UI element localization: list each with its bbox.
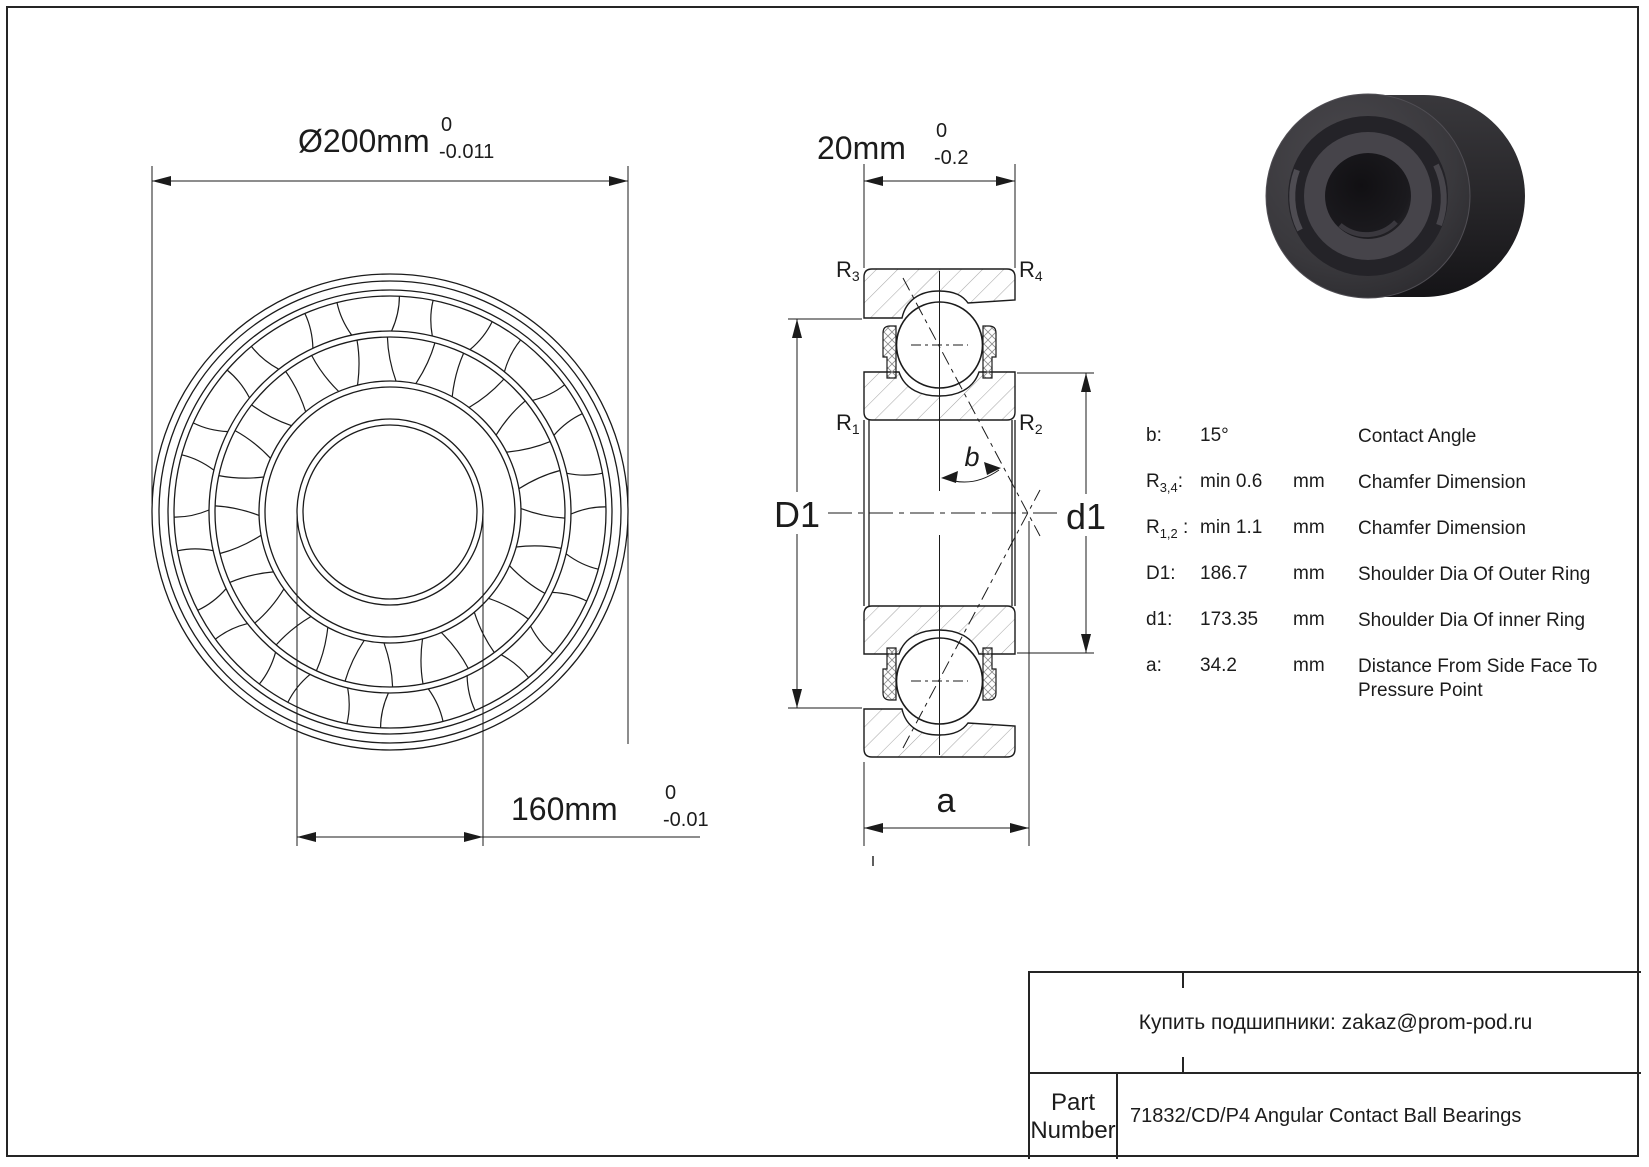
chamfer-label-r1: R1 — [836, 410, 860, 437]
chamfer-label-r4: R4 — [1019, 257, 1043, 284]
spec-label: D1: — [1146, 563, 1176, 584]
bearing-3d-render — [1266, 94, 1525, 298]
spec-label: d1: — [1146, 609, 1173, 630]
a-arrow-right — [1010, 823, 1029, 833]
od-dimension-label: Ø200mm — [298, 123, 430, 159]
cage-section-lower-left — [883, 648, 896, 700]
a-arrow-left — [864, 823, 883, 833]
d1-inner-arrow-bottom — [1081, 634, 1091, 653]
part-number-value: 71832/CD/P4 Angular Contact Ball Bearings — [1130, 1105, 1522, 1127]
spec-value: min 0.6 — [1200, 471, 1263, 492]
title-block — [1028, 971, 1641, 1159]
shoulder-inner-label: d1 — [1065, 496, 1107, 537]
spec-description: Shoulder Dia Of inner Ring — [1358, 610, 1586, 631]
spec-description: Shoulder Dia Of Outer Ring — [1358, 564, 1591, 585]
chamfer-label-r2: R2 — [1019, 410, 1043, 437]
spec-unit: mm — [1293, 517, 1325, 538]
cage-inner-circle — [215, 337, 565, 687]
width-arrow-left — [864, 176, 883, 186]
bearing-3d-bore — [1325, 153, 1411, 239]
spec-label: $R_{1,2}$ : — [1146, 517, 1189, 541]
spec-unit: mm — [1293, 563, 1325, 584]
spec-label: b: — [1146, 425, 1162, 446]
bore-arrow-left — [297, 832, 316, 842]
front-view-dimension-text — [298, 114, 709, 831]
spec-value: 186.7 — [1200, 563, 1248, 584]
d1-outer-arrow-bottom — [792, 689, 802, 708]
bore-dimension-label: 160mm — [511, 791, 618, 827]
spec-description: Chamfer Dimension — [1358, 472, 1526, 493]
d1-inner-arrow-top — [1081, 373, 1091, 392]
spec-value: 173.35 — [1200, 609, 1259, 630]
bore-tolerance-upper: 0 — [665, 782, 677, 804]
outer-chamfer-circle — [159, 281, 621, 743]
od-tolerance-upper: 0 — [441, 114, 453, 136]
spec-description: Chamfer Dimension — [1358, 518, 1526, 539]
contact-info: Купить подшипники: zakaz@prom-pod.ru — [1138, 1010, 1533, 1034]
cage-section-upper-right — [983, 326, 996, 378]
bore-chamfer-circle — [303, 425, 477, 599]
spec-description: Distance From Side Face To Pressure Point — [1358, 656, 1598, 701]
od-arrow-right — [609, 176, 628, 186]
width-arrow-right — [996, 176, 1015, 186]
spec-value: 15° — [1200, 425, 1229, 446]
spec-value: min 1.1 — [1200, 517, 1263, 538]
bore-circle — [297, 419, 483, 605]
cage-outer-circle — [209, 331, 571, 693]
b-arrow-right — [984, 462, 1001, 475]
shoulder-outer-label: D1 — [773, 494, 821, 535]
spec-unit: mm — [1293, 609, 1325, 630]
spec-label: a: — [1146, 655, 1162, 676]
width-dimension-label: 20mm — [817, 130, 906, 166]
part-number-label: Part Number — [1030, 1088, 1116, 1144]
cage-section-lower-right — [983, 648, 996, 700]
cage-pocket-bridges — [174, 296, 606, 728]
od-tolerance-lower: -0.011 — [439, 141, 495, 163]
outer-diameter-circle — [152, 274, 628, 750]
spec-unit: mm — [1293, 655, 1325, 676]
width-tolerance-lower: -0.2 — [934, 147, 969, 169]
inner-ring-land-circle — [259, 381, 521, 643]
bore-arrow-right — [464, 832, 483, 842]
section-view — [828, 269, 1062, 866]
width-tolerance-upper: 0 — [936, 120, 948, 142]
spec-unit: mm — [1293, 471, 1325, 492]
b-arrow-left — [941, 471, 958, 483]
cage-pocket-curves — [174, 296, 606, 728]
od-arrow-left — [152, 176, 171, 186]
front-view-dimensions — [152, 166, 700, 846]
chamfer-label-r3: R3 — [836, 257, 860, 284]
spec-description: Contact Angle — [1358, 426, 1477, 447]
front-view-rings — [152, 274, 628, 750]
spec-label: $R_{3,4}$: — [1146, 471, 1183, 495]
contact-angle-label: b — [964, 442, 980, 472]
d1-outer-arrow-top — [792, 319, 802, 338]
front-view — [152, 274, 628, 750]
pressure-distance-label: a — [936, 782, 956, 820]
spec-value: 34.2 — [1200, 655, 1237, 676]
cage-section-upper-left — [883, 326, 896, 378]
bore-tolerance-lower: -0.01 — [663, 809, 709, 831]
